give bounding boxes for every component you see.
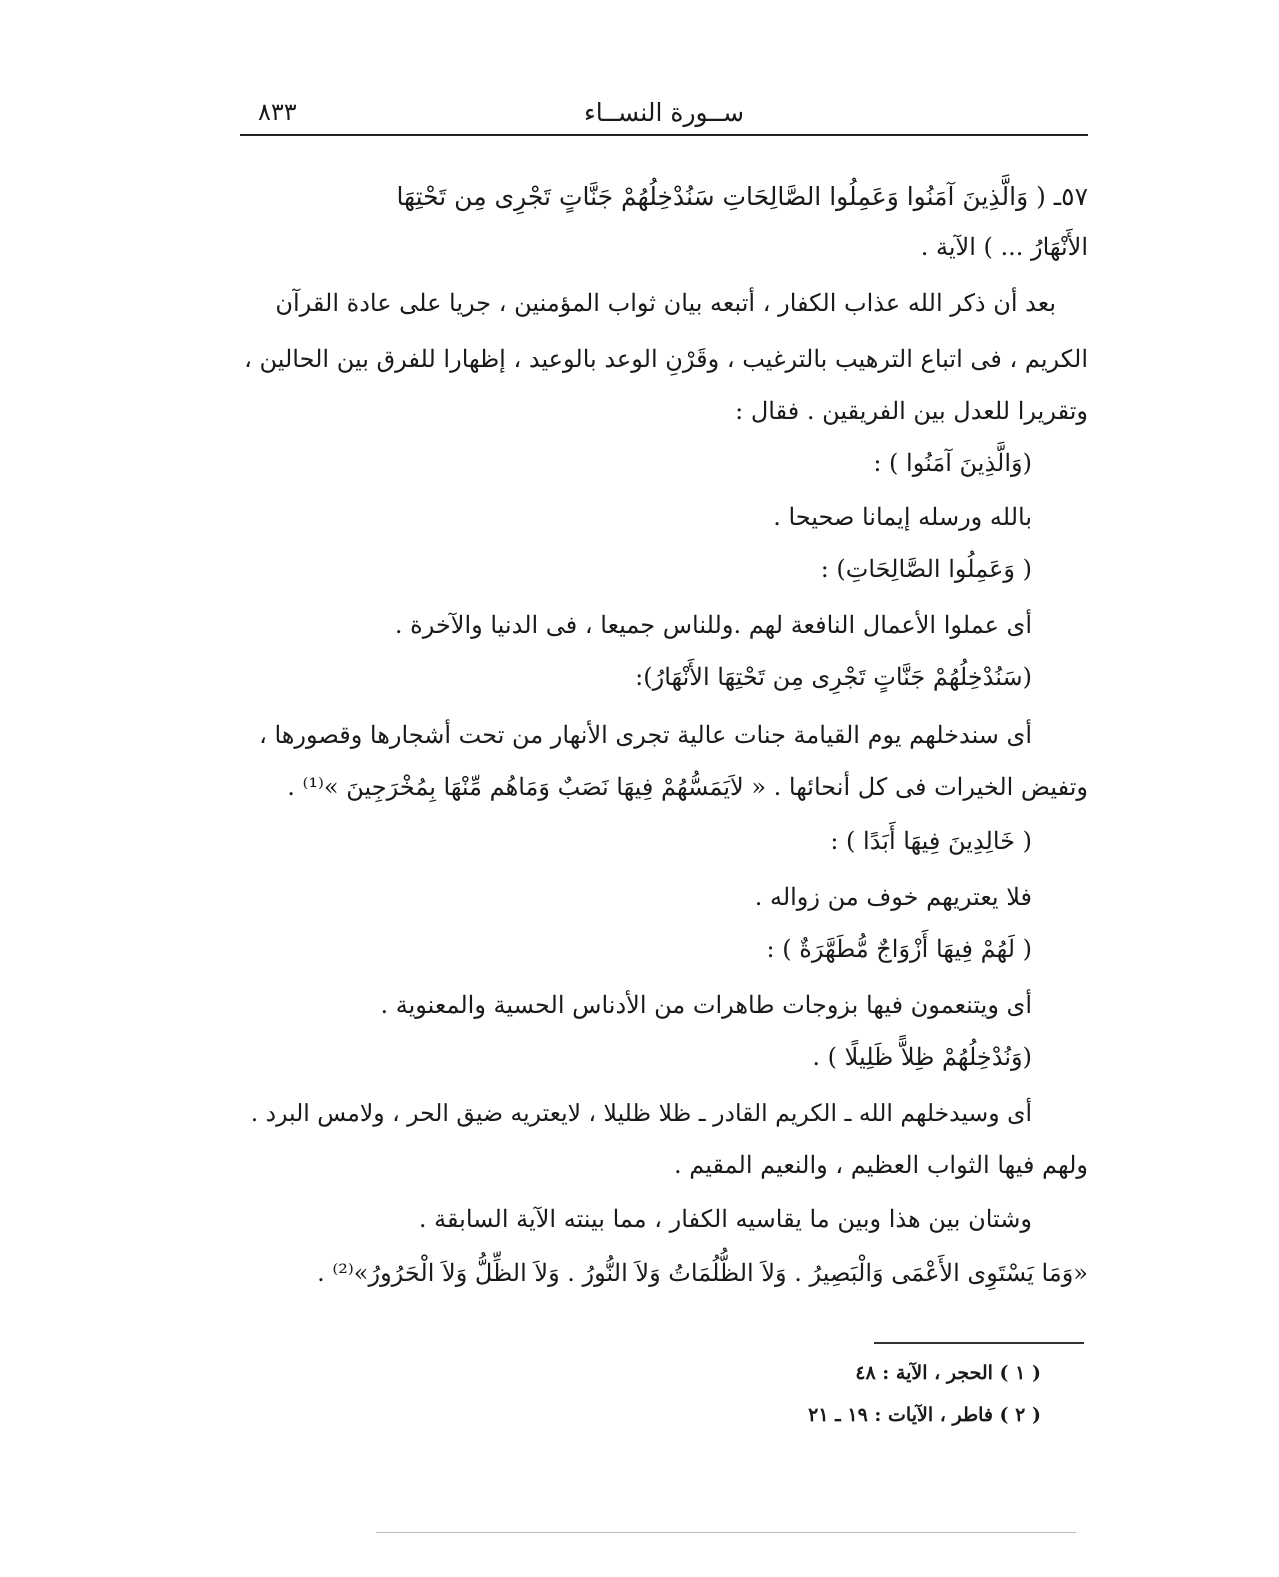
explanation-line: ولهم فيها الثواب العظيم ، والنعيم المقيم . bbox=[674, 1151, 1088, 1179]
explanation-line: أى وسيدخلهم الله ـ الكريم القادر ـ ظلا ظليلا ، لايعتريه ضيق الحر ، ولامس البرد . bbox=[250, 1099, 1032, 1127]
header-rule bbox=[240, 134, 1088, 136]
footnote-rule bbox=[874, 1342, 1084, 1344]
verse-heading-line-1: ٥٧ـ ( وَالَّذِينَ آمَنُوا وَعَمِلُوا الصَّالِحَاتِ سَنُدْخِلُهُمْ جَنَّاتٍ تَجْرِى مِن تَحْتِهَا bbox=[396, 182, 1088, 211]
surah-title: ســورة النســاء bbox=[583, 98, 745, 127]
page-header bbox=[240, 96, 1088, 136]
explanation-line: أى سندخلهم يوم القيامة جنات عالية تجرى الأنهار من تحت أشجارها وقصورها ، bbox=[259, 721, 1032, 749]
verse-quote: (وَنُدْخِلُهُمْ ظِلاًّ ظَلِيلًا ) . bbox=[812, 1043, 1032, 1071]
footnote-1: ( ١ ) الحجر ، الآية : ٤٨ bbox=[855, 1362, 1041, 1384]
verse-quote: ( لَهُمْ فِيهَا أَزْوَاجٌ مُّطَهَّرَةٌ ) : bbox=[766, 935, 1032, 963]
paragraph-line: الكريم ، فى اتباع الترهيب بالترغيب ، وقَرْنِ الوعد بالوعيد ، إظهارا للفرق بين الحالين ، bbox=[244, 345, 1088, 373]
explanation-line: فلا يعتريهم خوف من زواله . bbox=[754, 883, 1032, 911]
page-number: ٨٣٣ bbox=[258, 98, 297, 126]
page-body bbox=[240, 160, 1088, 1340]
explanation-line: وتفيض الخيرات فى كل أنحائها . « لاَيَمَسُّهُمْ فِيهَا نَصَبٌ وَمَاهُم مِّنْهَا بِمُخْرَجِينَ »⁽¹⁾ . bbox=[287, 773, 1088, 801]
explanation-line: بالله ورسله إيمانا صحيحا . bbox=[773, 503, 1032, 531]
explanation-line: أى ويتنعمون فيها بزوجات طاهرات من الأدناس الحسية والمعنوية . bbox=[380, 991, 1032, 1019]
scan-artifact bbox=[376, 1532, 1076, 1533]
verse-heading-line-2: الأَنْهَارُ ... ) الآية . bbox=[920, 233, 1088, 261]
verse-quote: (سَنُدْخِلُهُمْ جَنَّاتٍ تَجْرِى مِن تَحْتِهَا الأَنْهَارُ): bbox=[635, 663, 1032, 691]
paragraph-line: بعد أن ذكر الله عذاب الكفار ، أتبعه بيان ثواب المؤمنين ، جريا على عادة القرآن bbox=[275, 289, 1056, 317]
verse-quote: ( خَالِدِينَ فِيهَا أَبَدًا ) : bbox=[830, 827, 1032, 855]
verse-quote: (وَالَّذِينَ آمَنُوا ) : bbox=[873, 449, 1032, 477]
verse-quote: ( وَعَمِلُوا الصَّالِحَاتِ) : bbox=[820, 555, 1032, 583]
paragraph-line: وتقريرا للعدل بين الفريقين . فقال : bbox=[735, 397, 1088, 425]
verse-quote: «وَمَا يَسْتَوِى الأَعْمَى وَالْبَصِيرُ . وَلاَ الظُّلُمَاتُ وَلاَ النُّورُ . وَلاَ الظِّلُّ وَلاَ الْحَرُورُ»⁽²⁾ . bbox=[317, 1259, 1088, 1287]
footnote-2: ( ٢ ) فاطر ، الآيات : ١٩ ـ ٢١ bbox=[808, 1404, 1041, 1426]
explanation-line: وشتان بين هذا وبين ما يقاسيه الكفار ، مما بينته الآية السابقة . bbox=[418, 1205, 1032, 1233]
explanation-line: أى عملوا الأعمال النافعة لهم .وللناس جميعا ، فى الدنيا والآخرة . bbox=[394, 611, 1032, 639]
